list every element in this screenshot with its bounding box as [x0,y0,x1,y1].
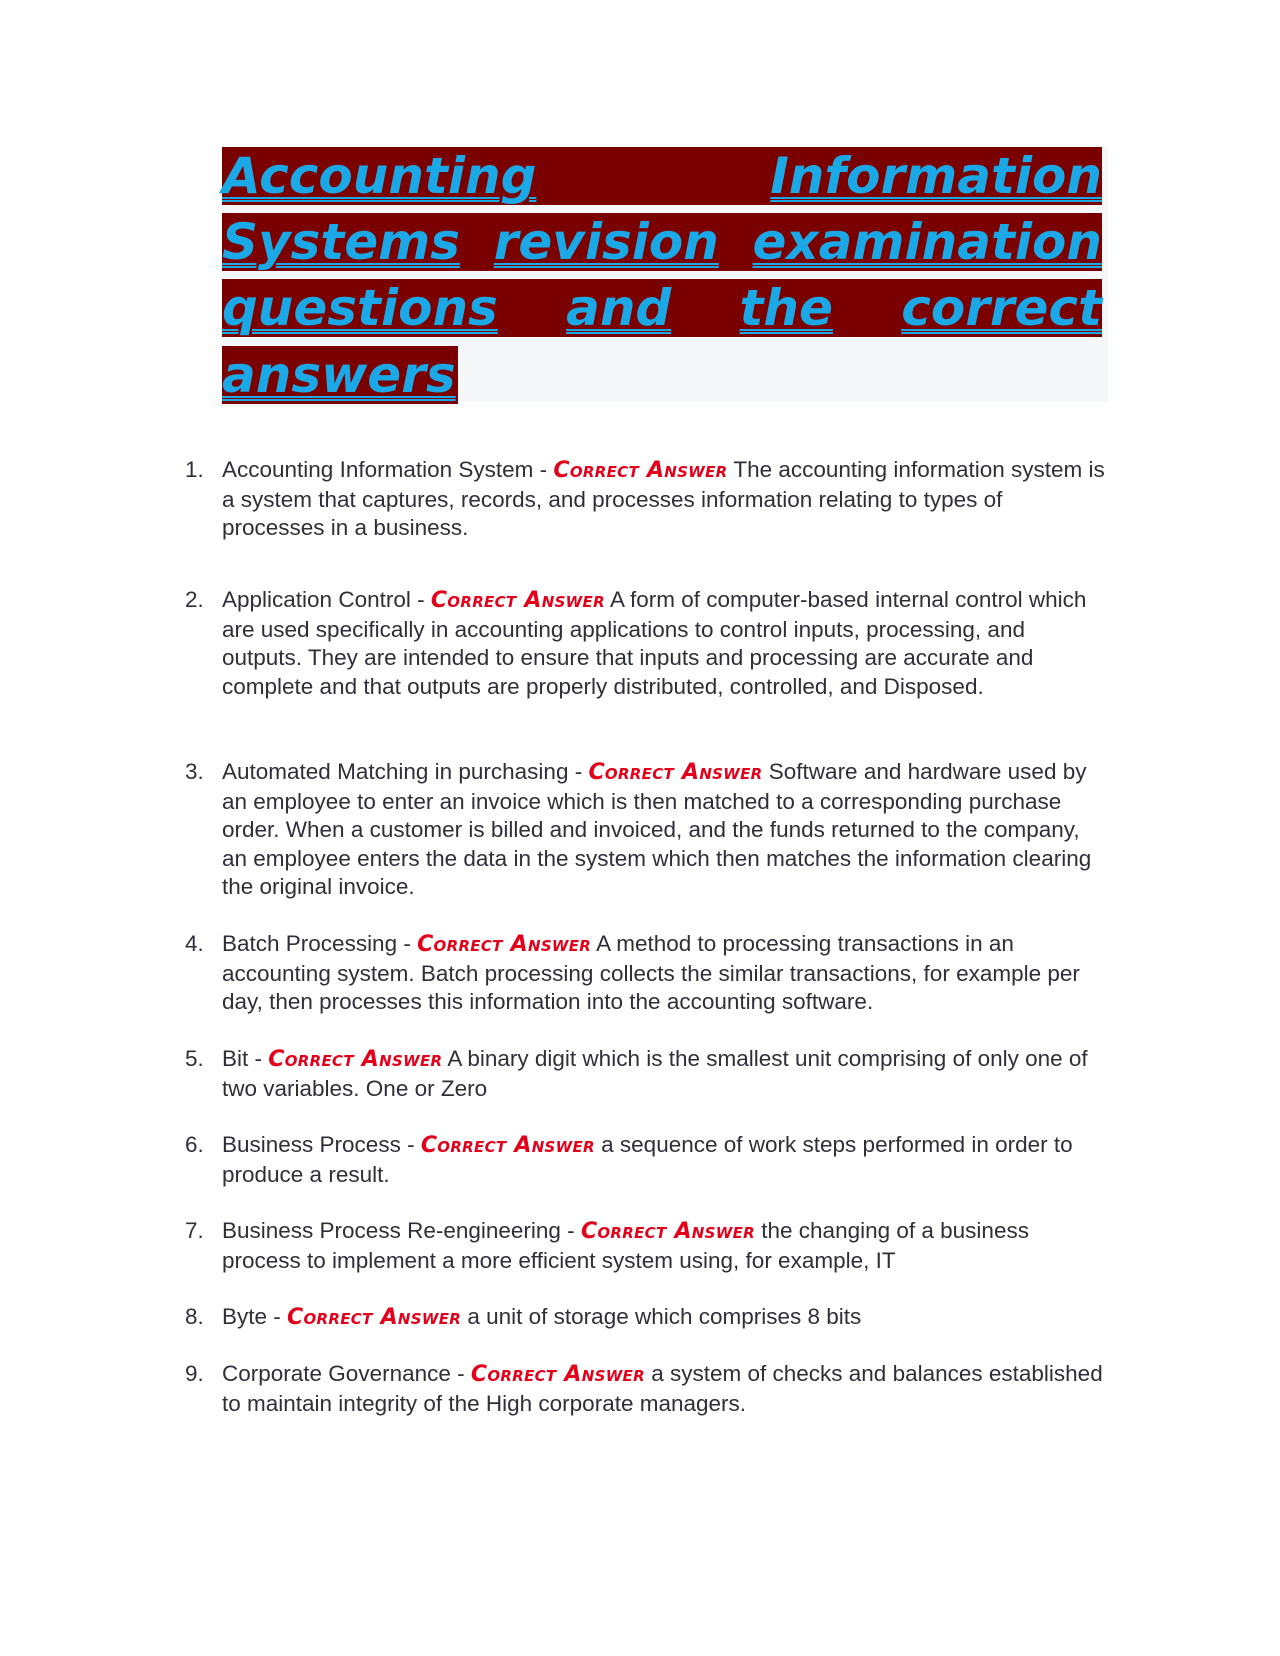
correct-answer-label: Correct Answer [588,760,763,785]
item-number: 4. [185,931,204,956]
title-line-2 [222,213,1102,271]
item-number: 9. [185,1361,204,1386]
correct-answer-label: Correct Answer [430,588,605,613]
item-definition: a sequence of work steps performed in order to produce a result. [222,1132,1073,1187]
item-term: Business Process - [222,1132,421,1157]
item-number: 6. [185,1132,204,1157]
item-number: 3. [185,759,204,784]
item-term: Corporate Governance - [222,1361,471,1386]
item-body [222,586,1110,701]
item-number: 8. [185,1304,204,1329]
title-line-3 [222,279,1102,337]
title-word: Information [770,147,1102,205]
item-body [222,1360,1110,1418]
item-body [222,456,1110,543]
item-term: Byte - [222,1304,288,1329]
item-definition: A method to processing transactions in an accounting system. Batch processing collects the similar transactions, for example per day, then processes this information into the accounting software. [222,931,1080,1014]
item-body [222,930,1110,1017]
correct-answer-label: Correct Answer [417,932,592,957]
title-word: correct [901,279,1102,337]
item-definition: A form of computer-based internal control which are used specifically in accounting applications to control inputs, processing, and outputs. They are intended to ensure that inputs and processing are accurate and complete and that outputs are properly distributed, controlled, and Disposed. [222,587,1087,699]
item-definition: a unit of storage which comprises 8 bits [461,1304,862,1329]
item-number: 2. [185,587,204,612]
item-body [222,1045,1110,1103]
item-body [222,1303,1110,1333]
item-number: 7. [185,1218,204,1243]
item-term: Accounting Information System - [222,457,554,482]
item-definition: The accounting information system is a system that captures, records, and processes information relating to types of processes in a business. [222,457,1105,540]
item-definition: the changing of a business process to implement a more efficient system using, for example, IT [222,1218,1029,1273]
title-word: questions [222,279,498,337]
item-definition: Software and hardware used by an employee to enter an invoice which is then matched to a corresponding purchase order. When a customer is billed and invoiced, and the funds returned to the company, an employee enters the data in the system which then matches the information clearing the original invoice. [222,759,1092,899]
title-line-4 [222,343,1102,407]
item-definition: A binary digit which is the smallest unit comprising of only one of two variables. One or Zero [222,1046,1088,1101]
item-number: 1. [185,457,204,482]
title-word: answers [222,346,456,404]
title-word: the [739,279,833,337]
title-word: and [566,279,672,337]
item-term: Bit - [222,1046,269,1071]
title-word: Systems [222,213,461,271]
title-highlight [222,346,458,404]
title-word: examination [752,213,1102,271]
correct-answer-label: Correct Answer [420,1133,595,1158]
item-term: Business Process Re-engineering - [222,1218,581,1243]
title-word: revision [493,213,719,271]
correct-answer-label: Correct Answer [470,1362,645,1387]
item-number: 5. [185,1046,204,1071]
correct-answer-label: Correct Answer [553,458,728,483]
item-term: Batch Processing - [222,931,418,956]
correct-answer-label: Correct Answer [287,1305,462,1330]
item-definition: a system of checks and balances established to maintain integrity of the High corporate managers. [222,1361,1103,1416]
title-line-1 [222,147,1102,205]
correct-answer-label: Correct Answer [580,1219,756,1244]
item-body [222,758,1110,902]
title-word: Accounting [222,147,537,205]
item-term: Automated Matching in purchasing - [222,759,589,784]
item-body [222,1131,1110,1189]
item-term: Application Control - [222,587,431,612]
correct-answer-label: Correct Answer [268,1047,443,1072]
document-title [222,147,1108,402]
item-body [222,1217,1110,1275]
